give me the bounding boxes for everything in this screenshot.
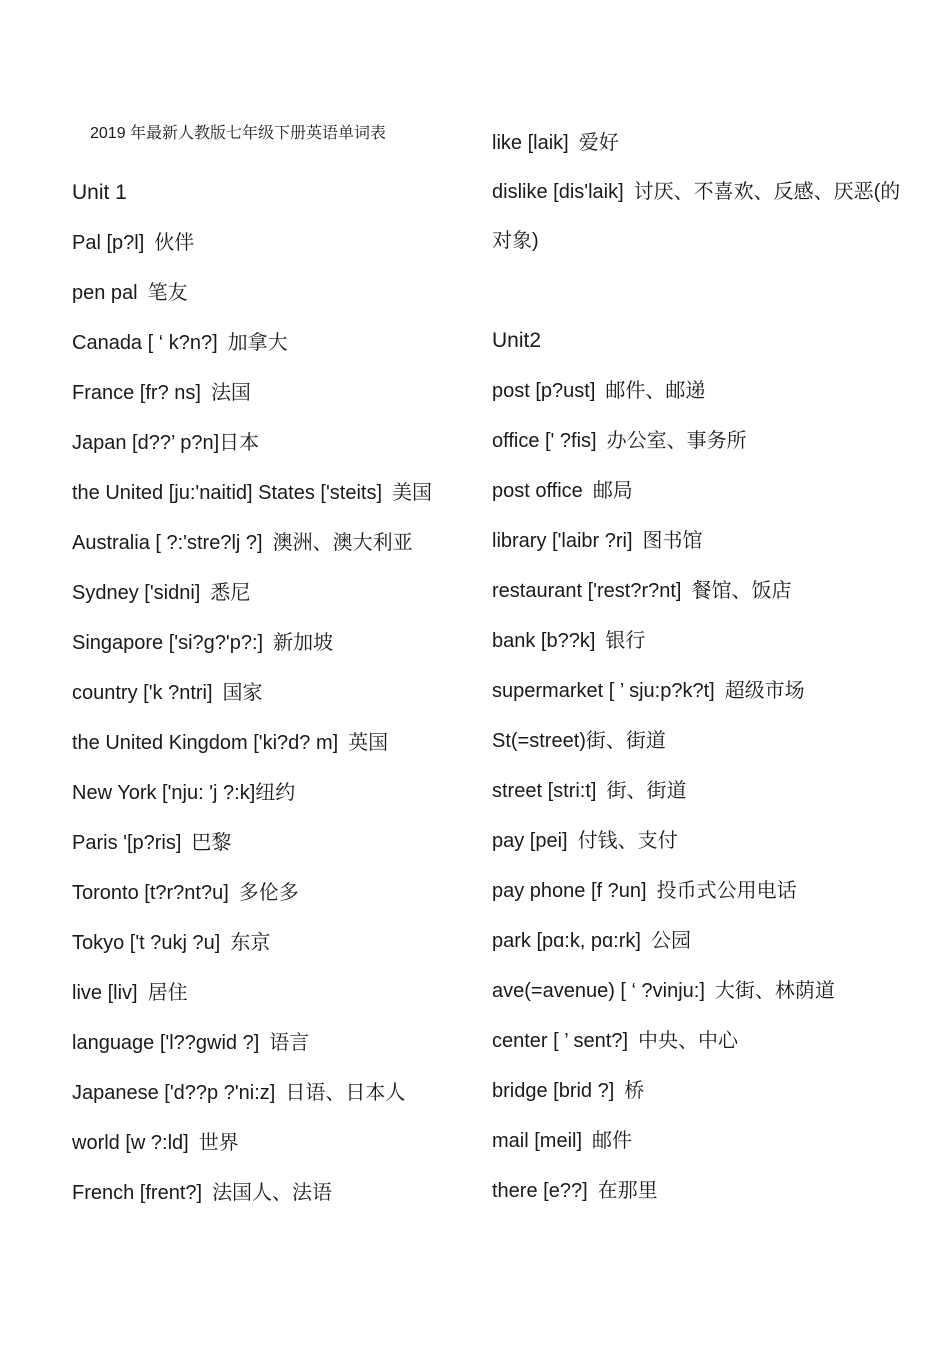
chinese-meaning: 餐馆、饭店 [691,580,792,602]
chinese-meaning: 世界 [198,1132,239,1154]
left-column [72,168,472,1218]
chinese-meaning: 讨厌、不喜欢、反感、厌恶(的对象) [492,181,901,252]
vocab-entry [492,466,912,516]
chinese-meaning: 公园 [650,930,691,952]
chinese-meaning: 街、街道 [606,780,687,802]
english-word: park [pɑ:k, pɑ:rk] [492,930,641,952]
english-word: ave(=avenue) [ ‘ ?vinju:] [492,980,705,1002]
vocab-entry [72,318,472,368]
vocab-entry [492,118,912,168]
english-word: Pal [p?l] [72,232,145,254]
vocab-entry [72,918,472,968]
english-word: post [p?ust] [492,380,596,402]
vocab-entry [72,268,472,318]
chinese-meaning: 中央、中心 [638,1030,738,1052]
english-word: the United Kingdom ['ki?d? m] [72,732,339,754]
vocab-entry [72,668,472,718]
vocab-entry [492,1166,912,1216]
vocab-entry [492,666,912,716]
chinese-meaning: 日语、日本人 [285,1082,406,1104]
english-word: Toronto [t?r?nt?u] [72,882,229,904]
vocab-entry [72,218,472,268]
chinese-meaning: 在那里 [597,1180,658,1202]
english-word: there [e??] [492,1180,588,1202]
chinese-meaning: 图书馆 [642,530,703,552]
english-word: restaurant ['rest?r?nt] [492,580,682,602]
english-word: country ['k ?ntri] [72,682,213,704]
vocab-entry [72,618,472,668]
english-word: center [ ’ sent?] [492,1030,628,1052]
vocab-entry [492,916,912,966]
vocab-entry [72,818,472,868]
vocab-entry [72,968,472,1018]
english-word: French [frent?] [72,1182,203,1204]
english-word: Japanese ['d??p ?'ni:z] [72,1082,276,1104]
chinese-meaning: 日本 [219,432,260,454]
chinese-meaning: 法国人、法语 [212,1182,333,1204]
chinese-meaning: 超级市场 [724,680,805,702]
chinese-meaning: 伙伴 [154,232,195,254]
vocab-entry [492,516,912,566]
vocab-entry [72,1068,472,1118]
vocab-entry [492,1116,912,1166]
unit-1-heading: Unit 1 [72,181,127,204]
vocab-entry [72,1118,472,1168]
chinese-meaning: 悉尼 [210,582,251,604]
chinese-meaning: 加拿大 [227,332,288,354]
english-word: Australia [ ?:'stre?lj ?] [72,532,263,554]
english-word: France [fr? ns] [72,382,201,404]
english-word: language ['l??gwid ?] [72,1032,260,1054]
vocab-entry [492,866,912,916]
english-word: mail [meil] [492,1130,583,1152]
english-word: St(=street) [492,730,586,752]
english-word: Singapore ['si?g?'p?:] [72,632,264,654]
chinese-meaning: 东京 [230,932,271,954]
vocab-entry [72,868,472,918]
vocab-entry [72,468,472,518]
chinese-meaning: 笔友 [147,282,188,304]
chinese-meaning: 法国 [210,382,251,404]
chinese-meaning: 澳洲、澳大利亚 [272,532,413,554]
english-word: bridge [brid ?] [492,1080,615,1102]
blank-line [492,266,912,316]
vocab-entry [72,768,472,818]
chinese-meaning: 办公室、事务所 [606,430,747,452]
chinese-meaning: 邮局 [592,480,633,502]
english-word: Sydney ['sidni] [72,582,201,604]
vocab-entry [492,716,912,766]
chinese-meaning: 大街、林荫道 [714,980,835,1002]
chinese-meaning: 邮件、邮递 [605,380,706,402]
english-word: office [' ?fis] [492,430,597,452]
vocab-entry [72,518,472,568]
english-word: supermarket [ ’ sju:p?k?t] [492,680,715,702]
chinese-meaning: 语言 [269,1032,310,1054]
english-word: the United [ju:'naitid] States ['steits] [72,482,383,504]
english-word: like [laik] [492,132,569,154]
vocab-entry [492,566,912,616]
vocab-entry [492,766,912,816]
chinese-meaning: 英国 [348,732,389,754]
vocab-entry [492,966,912,1016]
english-word: New York ['nju: 'j ?:k] [72,782,256,804]
chinese-meaning: 邮件 [592,1130,633,1152]
vocab-entry [492,1066,912,1116]
english-word: bank [b??k] [492,630,596,652]
chinese-meaning: 居住 [147,982,188,1004]
vocab-entry [492,816,912,866]
chinese-meaning: 街、街道 [585,730,666,752]
vocab-entry [492,1016,912,1066]
english-word: dislike [dis'laik] [492,181,624,203]
chinese-meaning: 多伦多 [238,882,299,904]
vocab-entry [72,418,472,468]
page-title: 2019 年最新人教版七年级下册英语单词表 [90,125,387,142]
chinese-meaning: 桥 [624,1080,645,1102]
vocab-entry [72,368,472,418]
english-word: library ['laibr ?ri] [492,530,633,552]
vocab-entry [492,168,912,266]
english-word: pen pal [72,282,138,304]
vocab-entry [492,616,912,666]
english-word: pay phone [f ?un] [492,880,647,902]
chinese-meaning: 纽约 [255,782,296,804]
chinese-meaning: 美国 [392,482,433,504]
vocab-entry [72,1018,472,1068]
chinese-meaning: 投币式公用电话 [656,880,797,902]
vocab-entry [72,568,472,618]
english-word: Japan [d??’ p?n] [72,432,220,454]
english-word: live [liv] [72,982,138,1004]
english-word: world [w ?:ld] [72,1132,189,1154]
english-word: street [stri:t] [492,780,597,802]
chinese-meaning: 国家 [222,682,263,704]
vocab-entry [492,416,912,466]
english-word: post office [492,480,583,502]
vocab-entry [72,718,472,768]
chinese-meaning: 银行 [605,630,646,652]
chinese-meaning: 付钱、支付 [577,830,678,852]
unit-2-heading: Unit2 [492,329,542,352]
chinese-meaning: 爱好 [578,132,619,154]
vocab-entry [72,1168,472,1218]
right-column [492,118,912,1216]
english-word: pay [pei] [492,830,568,852]
vocab-entry [492,366,912,416]
english-word: Paris '[p?ris] [72,832,182,854]
english-word: Canada [ ‘ k?n?] [72,332,218,354]
chinese-meaning: 新加坡 [273,632,334,654]
chinese-meaning: 巴黎 [191,832,232,854]
english-word: Tokyo ['t ?ukj ?u] [72,932,221,954]
